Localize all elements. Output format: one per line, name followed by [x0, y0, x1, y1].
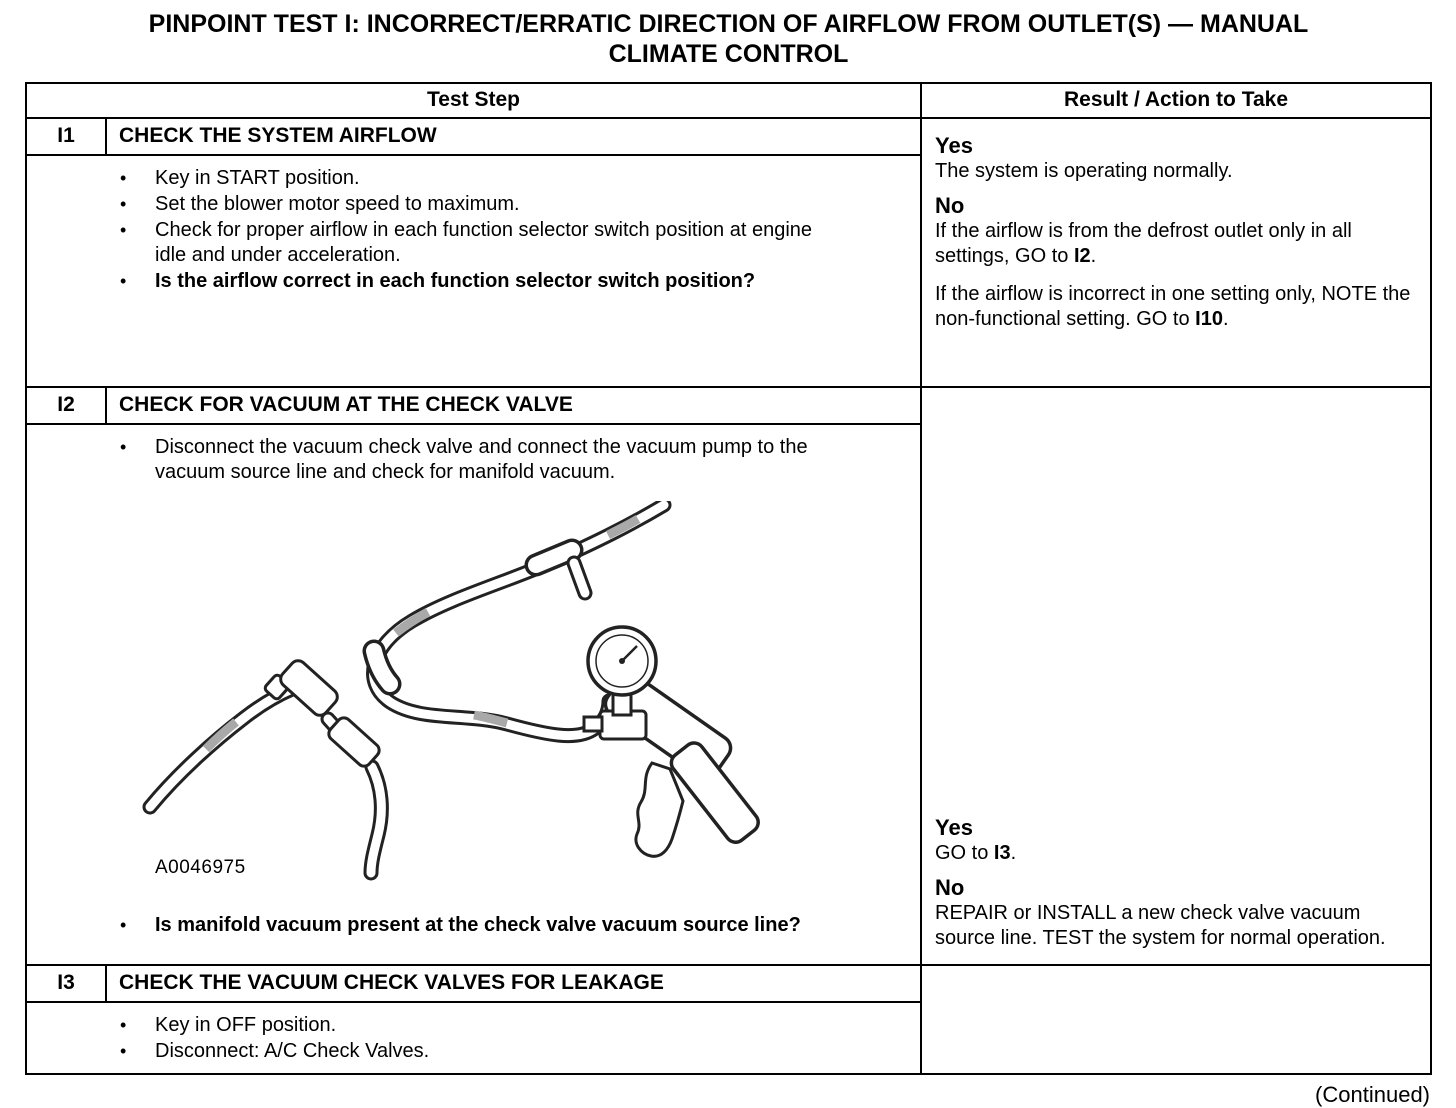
- bullet-item: [27, 1039, 910, 1064]
- column-header-result: Result / Action to Take: [1063, 88, 1289, 111]
- bullet-marker: •: [120, 220, 127, 240]
- step-title: CHECK FOR VACUUM AT THE CHECK VALVE: [119, 393, 573, 416]
- bullet-text: Is the airflow correct in each function selector switch position?: [155, 270, 756, 292]
- result-paragraph: If the airflow is incorrect in one setting only, NOTE the non-functional setting. GO to I10.: [935, 283, 1411, 330]
- step-body: [27, 425, 920, 964]
- step-body: [27, 156, 920, 386]
- bullet-marker: •: [120, 437, 127, 457]
- result-paragraph: The system is operating normally.: [935, 160, 1233, 182]
- check-valve-fittings: [264, 657, 382, 769]
- page-title-line1: PINPOINT TEST I: INCORRECT/ERRATIC DIRECTION OF AIRFLOW FROM OUTLET(S) — MANUAL: [148, 10, 1309, 38]
- bullet-text: Key in OFF position.: [155, 1014, 337, 1036]
- step-id: I1: [27, 119, 107, 154]
- pump-inlet-nipple: [584, 717, 602, 731]
- bullet-marker: •: [120, 168, 127, 188]
- column-header-test-step: Test Step: [27, 84, 922, 117]
- bullet-marker: •: [120, 271, 127, 291]
- page-title: [25, 10, 1432, 69]
- bullet-item: [27, 269, 910, 294]
- step-id: I3: [27, 966, 107, 1001]
- bullet-text: Key in START position.: [155, 167, 360, 189]
- bullet-text: Is manifold vacuum present at the check valve vacuum source line?: [155, 914, 801, 936]
- result-paragraph: If the airflow is from the defrost outlet only in all settings, GO to I2.: [935, 220, 1352, 267]
- table-header-row: [27, 84, 1430, 119]
- pinpoint-test-table: [25, 82, 1432, 1075]
- test-step-row: [27, 388, 1430, 966]
- figure-vacuum-pump: [27, 501, 910, 905]
- bullet-item: [27, 1013, 910, 1038]
- bullet-text: Disconnect the vacuum check valve and connect the vacuum pump to the vacuum source line and check for manifold vacuum.: [155, 436, 808, 483]
- test-step-cell: [27, 966, 922, 1073]
- step-result-cell: [922, 966, 1430, 1073]
- bullet-text: Disconnect: A/C Check Valves.: [155, 1040, 430, 1062]
- result-heading: Yes: [935, 815, 973, 840]
- bullet-marker: •: [120, 915, 127, 935]
- page-title-line2: CLIMATE CONTROL: [608, 39, 849, 68]
- figure-label: A0046975: [155, 857, 246, 878]
- bullet-marker: •: [120, 1015, 127, 1035]
- test-step-row: [27, 966, 1430, 1073]
- continued-label: (Continued): [1315, 1082, 1430, 1107]
- hand-vacuum-pump: [584, 627, 762, 856]
- test-step-cell: [27, 388, 922, 964]
- result-heading: Yes: [935, 133, 973, 158]
- test-step-cell: [27, 119, 922, 386]
- bullet-text: Check for proper airflow in each function selector switch position at engine idle and under acceleration.: [155, 219, 813, 266]
- step-result-cell: [922, 119, 1430, 386]
- bullet-item: [27, 435, 910, 485]
- bullet-text: Set the blower motor speed to maximum.: [155, 193, 520, 215]
- step-header: [27, 388, 920, 425]
- bullet-item: [27, 218, 910, 268]
- vacuum-pump-diagram: [122, 501, 882, 901]
- bullet-marker: •: [120, 194, 127, 214]
- pump-trigger: [636, 763, 683, 856]
- result-paragraph: REPAIR or INSTALL a new check valve vacuum source line. TEST the system for normal operation.: [935, 902, 1386, 949]
- step-title: CHECK THE SYSTEM AIRFLOW: [119, 124, 437, 147]
- step-id: I2: [27, 388, 107, 423]
- result-heading: No: [935, 193, 965, 218]
- result-paragraph: GO to I3.: [935, 842, 1017, 864]
- bullet-item: [27, 166, 910, 191]
- bullet-item: [27, 192, 910, 217]
- step-header: [27, 119, 920, 156]
- vacuum-gauge-icon: [588, 627, 656, 695]
- result-heading: No: [935, 875, 965, 900]
- bullet-item: [27, 913, 910, 938]
- step-title: CHECK THE VACUUM CHECK VALVES FOR LEAKAGE: [119, 971, 664, 994]
- step-result-cell: [922, 388, 1430, 964]
- step-body: [27, 1003, 920, 1073]
- vacuum-hoses: [150, 505, 664, 873]
- step-header: [27, 966, 920, 1003]
- test-step-row: [27, 119, 1430, 388]
- bullet-marker: •: [120, 1041, 127, 1061]
